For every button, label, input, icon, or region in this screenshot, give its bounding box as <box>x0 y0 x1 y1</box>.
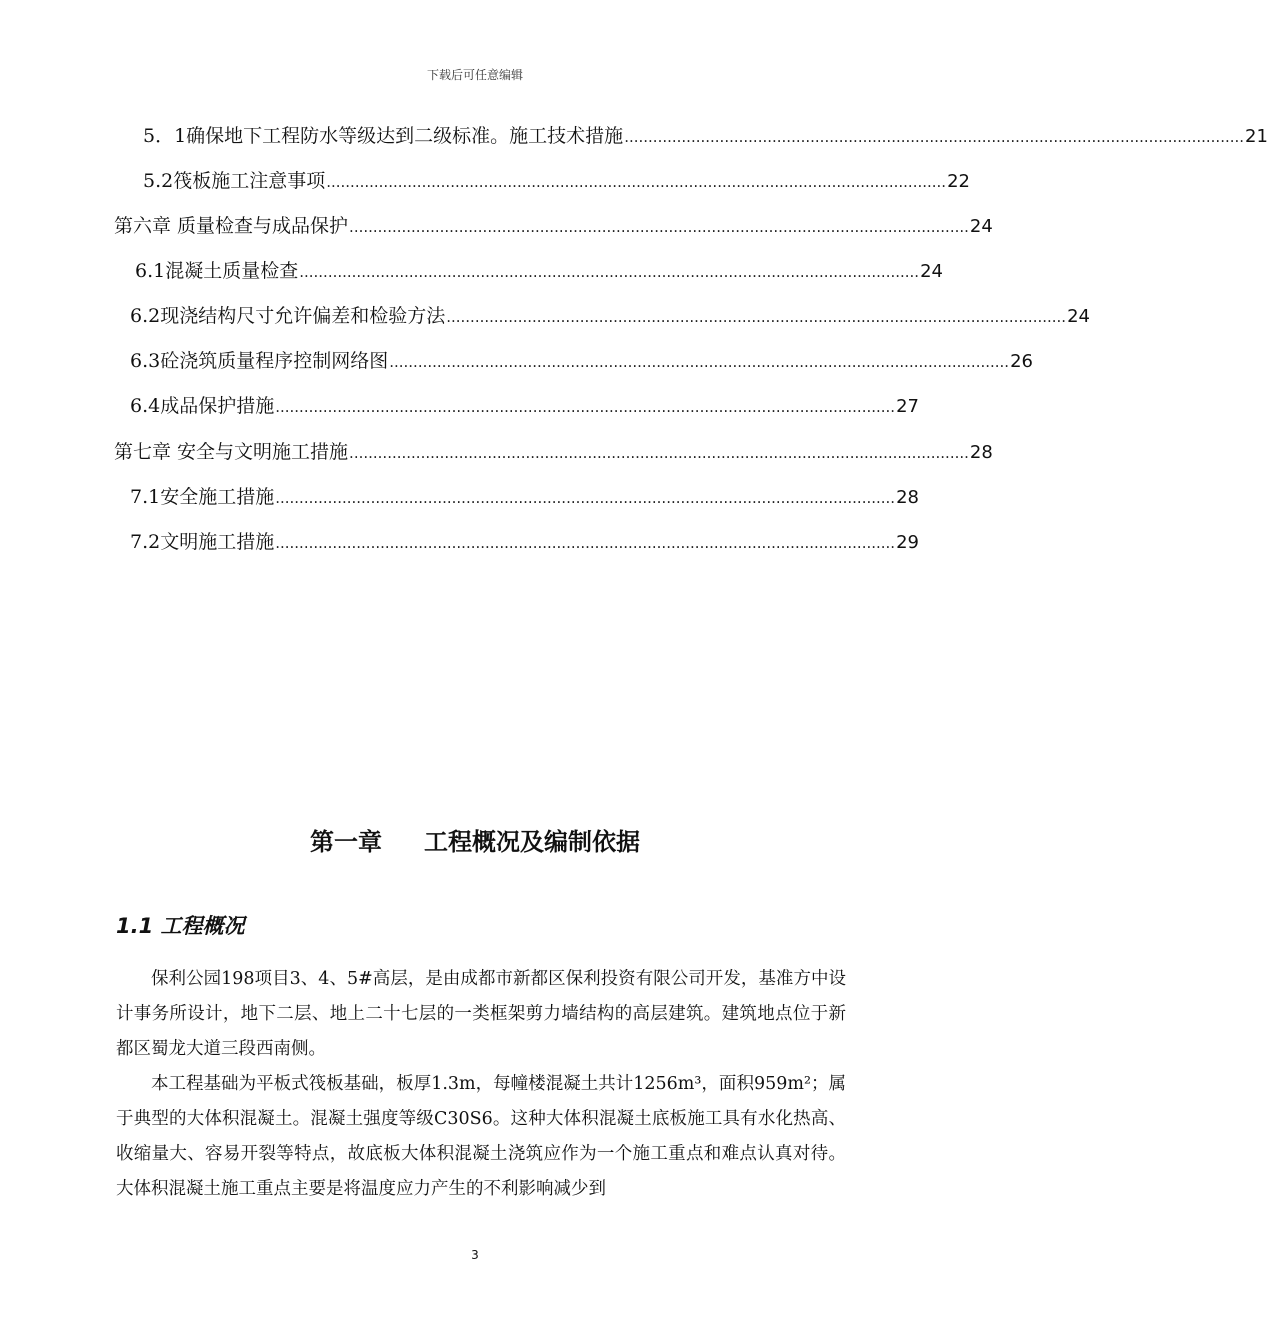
chapter-name: 工程概况及编制依据 <box>424 828 640 856</box>
toc-entry[interactable] <box>130 302 1090 330</box>
toc-leader-dots: .................................................................................................................................. <box>275 534 896 552</box>
paragraph: 本工程基础为平板式筏板基础，板厚1.3m，每幢楼混凝土共计1256m³，面积959m²；属于典型的大体积混凝土。混凝土强度等级C30S6。这种大体积混凝土底板施工具有水化热高、收缩量大、容易开裂等特点，故底板大体积混凝土浇筑应作为一个施工重点和难点认真对待。大体积混凝土施工重点主要是将温度应力产生的不利影响减少到 <box>116 1074 846 1199</box>
toc-leader-dots: .................................................................................................................................. <box>349 444 969 462</box>
toc-entry-label: 6.2现浇结构尺寸允许偏差和检验方法 <box>130 305 446 327</box>
toc-entry[interactable] <box>114 212 993 240</box>
toc-leader-dots: .................................................................................................................................. <box>349 218 969 236</box>
chapter-number: 第一章 <box>310 828 382 856</box>
toc-entry[interactable] <box>135 257 943 285</box>
body-text <box>116 962 846 1207</box>
toc-entry-label: 7.2文明施工措施 <box>130 531 275 553</box>
toc-entry-page: 26 <box>1010 351 1033 372</box>
toc-entry-page: 29 <box>896 532 919 553</box>
toc-entry[interactable] <box>143 167 970 195</box>
toc-leader-dots: .................................................................................................................................. <box>624 128 1245 146</box>
toc-leader-dots: .................................................................................................................................. <box>446 308 1067 326</box>
toc-entry-page: 22 <box>947 171 970 192</box>
toc-leader-dots: .................................................................................................................................. <box>389 353 1010 371</box>
chapter-title <box>0 822 950 857</box>
toc-entry[interactable] <box>114 438 993 466</box>
toc-entry-page: 24 <box>969 216 993 237</box>
toc-entry-label: 6.3砼浇筑质量程序控制网络图 <box>130 350 389 372</box>
toc-leader-dots: .................................................................................................................................. <box>275 489 896 507</box>
toc-leader-dots: .................................................................................................................................. <box>275 398 896 416</box>
toc-entry-page: 27 <box>896 396 919 417</box>
toc-entry-page: 21 <box>1245 126 1268 147</box>
toc-entry[interactable] <box>143 122 1268 150</box>
toc-entry-page: 24 <box>1067 306 1090 327</box>
toc-entry-label: 5.2筏板施工注意事项 <box>143 170 326 192</box>
toc-entry[interactable] <box>130 528 919 556</box>
toc-entry-page: 28 <box>896 487 919 508</box>
toc-leader-dots: .................................................................................................................................. <box>299 263 920 281</box>
toc-entry-page: 28 <box>969 442 993 463</box>
section-title: 1.1 工程概况 <box>116 914 245 938</box>
toc-entry[interactable] <box>130 347 1033 375</box>
toc-entry-label: 第七章 安全与文明施工措施 <box>114 441 349 463</box>
toc-entry-label: 6.1混凝土质量检查 <box>135 260 299 282</box>
page-header: 下载后可任意编辑 <box>426 68 523 82</box>
toc-entry[interactable] <box>130 392 919 420</box>
toc-entry-label: 6.4成品保护措施 <box>130 395 275 417</box>
toc-entry-page: 24 <box>920 261 943 282</box>
toc-leader-dots: .................................................................................................................................. <box>326 173 947 191</box>
toc-entry-label: 5．1确保地下工程防水等级达到二级标准。施工技术措施 <box>143 125 624 147</box>
paragraph: 保利公园198项目3、4、5#高层，是由成都市新都区保利投资有限公司开发，基准方中设计事务所设计，地下二层、地上二十七层的一类框架剪力墙结构的高层建筑。建筑地点位于新都区蜀龙大道三段西南侧。 <box>116 969 846 1059</box>
page-number: 3 <box>471 1248 479 1262</box>
toc-entry-label: 第六章 质量检查与成品保护 <box>114 215 349 237</box>
toc-entry-label: 7.1安全施工措施 <box>130 486 275 508</box>
toc-entry[interactable] <box>130 483 919 511</box>
